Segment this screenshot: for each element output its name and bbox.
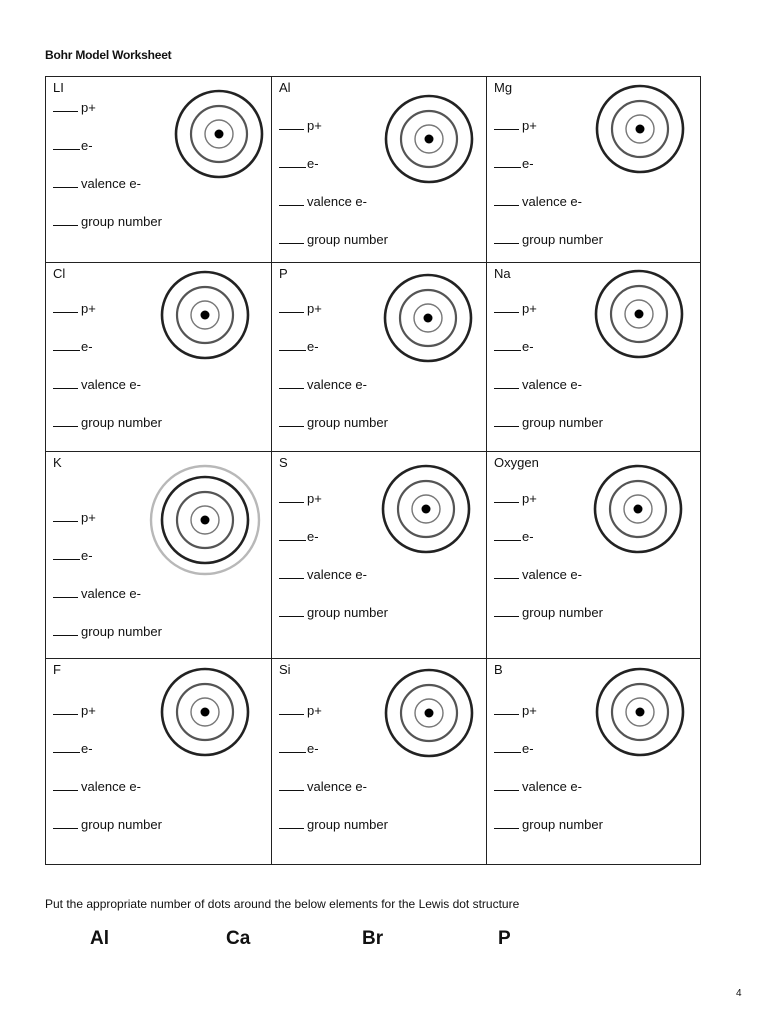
- nucleus: [636, 708, 645, 717]
- answer-blank[interactable]: [494, 155, 521, 168]
- field-label: group number: [522, 605, 603, 620]
- answer-blank[interactable]: [279, 604, 304, 617]
- element-symbol: LI: [53, 80, 64, 95]
- nucleus: [424, 314, 433, 323]
- field-label: e-: [307, 529, 319, 544]
- electrons-field[interactable]: [494, 528, 534, 544]
- bohr-atom-diagram: [147, 654, 263, 770]
- bohr-atom-diagram: [371, 655, 487, 771]
- element-cell-mg: [487, 77, 700, 263]
- protons-field[interactable]: [53, 300, 96, 316]
- electrons-field[interactable]: [279, 740, 319, 756]
- answer-blank[interactable]: [494, 740, 521, 753]
- answer-blank[interactable]: [494, 376, 519, 389]
- lewis-element-al: Al: [90, 928, 109, 949]
- protons-field[interactable]: [279, 300, 322, 316]
- field-label: e-: [307, 156, 319, 171]
- valence-field[interactable]: [494, 566, 582, 582]
- group-number-field[interactable]: [53, 414, 162, 430]
- answer-blank[interactable]: [494, 231, 519, 244]
- nucleus: [636, 125, 645, 134]
- valence-field[interactable]: [494, 778, 582, 794]
- element-symbol: F: [53, 662, 61, 677]
- field-label: e-: [81, 339, 93, 354]
- bohr-atom-diagram: [371, 81, 487, 197]
- element-cell-na: [487, 263, 700, 452]
- field-label: group number: [307, 415, 388, 430]
- bohr-atom-diagram: [582, 71, 698, 187]
- group-number-field[interactable]: [279, 414, 388, 430]
- valence-field[interactable]: [494, 193, 582, 209]
- element-cell-cl: [46, 263, 272, 452]
- answer-blank[interactable]: [494, 193, 519, 206]
- answer-blank[interactable]: [494, 338, 521, 351]
- valence-field[interactable]: [279, 376, 367, 392]
- answer-blank[interactable]: [279, 740, 306, 753]
- protons-field[interactable]: [494, 117, 537, 133]
- element-cell-p: [272, 263, 487, 452]
- field-label: p+: [81, 703, 96, 718]
- field-label: group number: [522, 232, 603, 247]
- electrons-field[interactable]: [53, 137, 93, 153]
- group-number-field[interactable]: [494, 604, 603, 620]
- group-number-field[interactable]: [279, 604, 388, 620]
- answer-blank[interactable]: [53, 213, 78, 226]
- answer-blank[interactable]: [494, 300, 519, 313]
- answer-blank[interactable]: [53, 137, 80, 150]
- answer-blank[interactable]: [279, 778, 304, 791]
- field-label: e-: [522, 741, 534, 756]
- element-cell-k: [46, 452, 272, 659]
- answer-blank[interactable]: [494, 778, 519, 791]
- protons-field[interactable]: [494, 702, 537, 718]
- group-number-field[interactable]: [53, 623, 162, 639]
- element-symbol: B: [494, 662, 503, 677]
- bohr-atom-diagram: [580, 451, 696, 567]
- element-cell-li: [46, 77, 272, 263]
- electrons-field[interactable]: [279, 338, 319, 354]
- group-number-field[interactable]: [494, 231, 603, 247]
- field-label: p+: [81, 100, 96, 115]
- nucleus: [201, 708, 210, 717]
- field-label: group number: [81, 415, 162, 430]
- field-label: valence e-: [81, 779, 141, 794]
- field-label: valence e-: [522, 194, 582, 209]
- element-cell-s: [272, 452, 487, 659]
- lewis-instruction: Put the appropriate number of dots around the below elements for the Lewis dot structure: [45, 897, 520, 911]
- element-symbol: Na: [494, 266, 511, 281]
- answer-blank[interactable]: [494, 604, 519, 617]
- field-label: p+: [522, 118, 537, 133]
- field-label: group number: [307, 232, 388, 247]
- field-label: valence e-: [307, 194, 367, 209]
- answer-blank[interactable]: [279, 231, 304, 244]
- answer-blank[interactable]: [279, 155, 306, 168]
- lewis-element-br: Br: [362, 928, 384, 949]
- valence-field[interactable]: [53, 376, 141, 392]
- field-label: e-: [307, 741, 319, 756]
- field-label: e-: [522, 339, 534, 354]
- answer-blank[interactable]: [53, 547, 80, 560]
- protons-field[interactable]: [279, 117, 322, 133]
- group-number-field[interactable]: [494, 816, 603, 832]
- answer-blank[interactable]: [279, 528, 306, 541]
- group-number-field[interactable]: [53, 213, 162, 229]
- answer-blank[interactable]: [53, 509, 78, 522]
- field-label: p+: [307, 118, 322, 133]
- nucleus: [201, 516, 210, 525]
- nucleus: [634, 505, 643, 514]
- nucleus: [635, 310, 644, 319]
- answer-blank[interactable]: [494, 490, 519, 503]
- answer-blank[interactable]: [53, 585, 78, 598]
- protons-field[interactable]: [53, 99, 96, 115]
- protons-field[interactable]: [494, 300, 537, 316]
- bohr-atom-diagram: [370, 260, 486, 376]
- answer-blank[interactable]: [494, 414, 519, 427]
- answer-blank[interactable]: [279, 338, 306, 351]
- answer-blank[interactable]: [279, 816, 304, 829]
- element-cell-oxygen: [487, 452, 700, 659]
- answer-blank[interactable]: [279, 490, 304, 503]
- answer-blank[interactable]: [494, 702, 519, 715]
- field-label: valence e-: [522, 779, 582, 794]
- bohr-model-grid: [45, 76, 701, 865]
- element-symbol: Si: [279, 662, 291, 677]
- element-symbol: K: [53, 455, 62, 470]
- bohr-atom-diagram: [161, 76, 277, 192]
- valence-field[interactable]: [494, 376, 582, 392]
- answer-blank[interactable]: [53, 414, 78, 427]
- worksheet-title: Bohr Model Worksheet: [45, 48, 172, 62]
- answer-blank[interactable]: [53, 623, 78, 636]
- answer-blank[interactable]: [53, 740, 80, 753]
- answer-blank[interactable]: [53, 175, 78, 188]
- field-label: valence e-: [522, 567, 582, 582]
- valence-field[interactable]: [279, 778, 367, 794]
- answer-blank[interactable]: [279, 702, 304, 715]
- nucleus: [425, 709, 434, 718]
- field-label: e-: [81, 138, 93, 153]
- field-label: valence e-: [81, 377, 141, 392]
- electrons-field[interactable]: [53, 547, 93, 563]
- electrons-field[interactable]: [279, 155, 319, 171]
- valence-field[interactable]: [279, 566, 367, 582]
- answer-blank[interactable]: [279, 193, 304, 206]
- field-label: p+: [307, 703, 322, 718]
- valence-field[interactable]: [53, 175, 141, 191]
- field-label: p+: [81, 510, 96, 525]
- nucleus: [201, 311, 210, 320]
- bohr-atom-diagram: [582, 654, 698, 770]
- element-cell-si: [272, 659, 487, 864]
- answer-blank[interactable]: [279, 300, 304, 313]
- field-label: valence e-: [307, 567, 367, 582]
- field-label: group number: [522, 817, 603, 832]
- group-number-field[interactable]: [53, 816, 162, 832]
- element-symbol: S: [279, 455, 288, 470]
- answer-blank[interactable]: [494, 566, 519, 579]
- answer-blank[interactable]: [279, 376, 304, 389]
- lewis-element-ca: Ca: [226, 928, 251, 949]
- field-label: valence e-: [307, 377, 367, 392]
- field-label: group number: [81, 624, 162, 639]
- field-label: group number: [522, 415, 603, 430]
- bohr-atom-diagram: [147, 257, 263, 373]
- bohr-atom-diagram: [581, 256, 697, 372]
- answer-blank[interactable]: [494, 117, 519, 130]
- element-cell-b: [487, 659, 700, 864]
- element-symbol: Cl: [53, 266, 66, 281]
- element-symbol: P: [279, 266, 288, 281]
- field-label: group number: [81, 214, 162, 229]
- element-cell-al: [272, 77, 487, 263]
- bohr-atom-diagram: [368, 451, 484, 567]
- answer-blank[interactable]: [53, 702, 78, 715]
- protons-field[interactable]: [53, 509, 96, 525]
- valence-field[interactable]: [53, 585, 141, 601]
- protons-field[interactable]: [279, 702, 322, 718]
- group-number-field[interactable]: [279, 231, 388, 247]
- electrons-field[interactable]: [494, 740, 534, 756]
- electrons-field[interactable]: [53, 338, 93, 354]
- element-symbol: Mg: [494, 80, 513, 95]
- answer-blank[interactable]: [279, 117, 304, 130]
- field-label: valence e-: [522, 377, 582, 392]
- element-cell-f: [46, 659, 272, 864]
- valence-field[interactable]: [279, 193, 367, 209]
- field-label: e-: [307, 339, 319, 354]
- element-symbol: Oxygen: [494, 455, 539, 470]
- group-number-field[interactable]: [279, 816, 388, 832]
- answer-blank[interactable]: [494, 528, 521, 541]
- protons-field[interactable]: [279, 490, 322, 506]
- field-label: p+: [307, 301, 322, 316]
- element-symbol: Al: [279, 80, 291, 95]
- protons-field[interactable]: [494, 490, 537, 506]
- answer-blank[interactable]: [53, 376, 78, 389]
- field-label: group number: [307, 605, 388, 620]
- nucleus: [425, 135, 434, 144]
- field-label: e-: [522, 156, 534, 171]
- field-label: valence e-: [81, 176, 141, 191]
- answer-blank[interactable]: [494, 816, 519, 829]
- answer-blank[interactable]: [53, 99, 78, 112]
- nucleus: [215, 130, 224, 139]
- field-label: group number: [81, 817, 162, 832]
- field-label: e-: [522, 529, 534, 544]
- field-label: e-: [81, 548, 93, 563]
- electrons-field[interactable]: [279, 528, 319, 544]
- field-label: p+: [81, 301, 96, 316]
- electrons-field[interactable]: [494, 338, 534, 354]
- answer-blank[interactable]: [53, 778, 78, 791]
- answer-blank[interactable]: [53, 300, 78, 313]
- valence-field[interactable]: [53, 778, 141, 794]
- field-label: e-: [81, 741, 93, 756]
- answer-blank[interactable]: [279, 566, 304, 579]
- electrons-field[interactable]: [53, 740, 93, 756]
- field-label: valence e-: [307, 779, 367, 794]
- group-number-field[interactable]: [494, 414, 603, 430]
- nucleus: [422, 505, 431, 514]
- field-label: valence e-: [81, 586, 141, 601]
- field-label: group number: [307, 817, 388, 832]
- bohr-atom-diagram: [147, 462, 263, 578]
- field-label: p+: [307, 491, 322, 506]
- field-label: p+: [522, 491, 537, 506]
- answer-blank[interactable]: [279, 414, 304, 427]
- page-number: 4: [736, 988, 742, 999]
- answer-blank[interactable]: [53, 816, 78, 829]
- field-label: p+: [522, 301, 537, 316]
- field-label: p+: [522, 703, 537, 718]
- lewis-element-p: P: [498, 928, 511, 949]
- answer-blank[interactable]: [53, 338, 80, 351]
- electrons-field[interactable]: [494, 155, 534, 171]
- protons-field[interactable]: [53, 702, 96, 718]
